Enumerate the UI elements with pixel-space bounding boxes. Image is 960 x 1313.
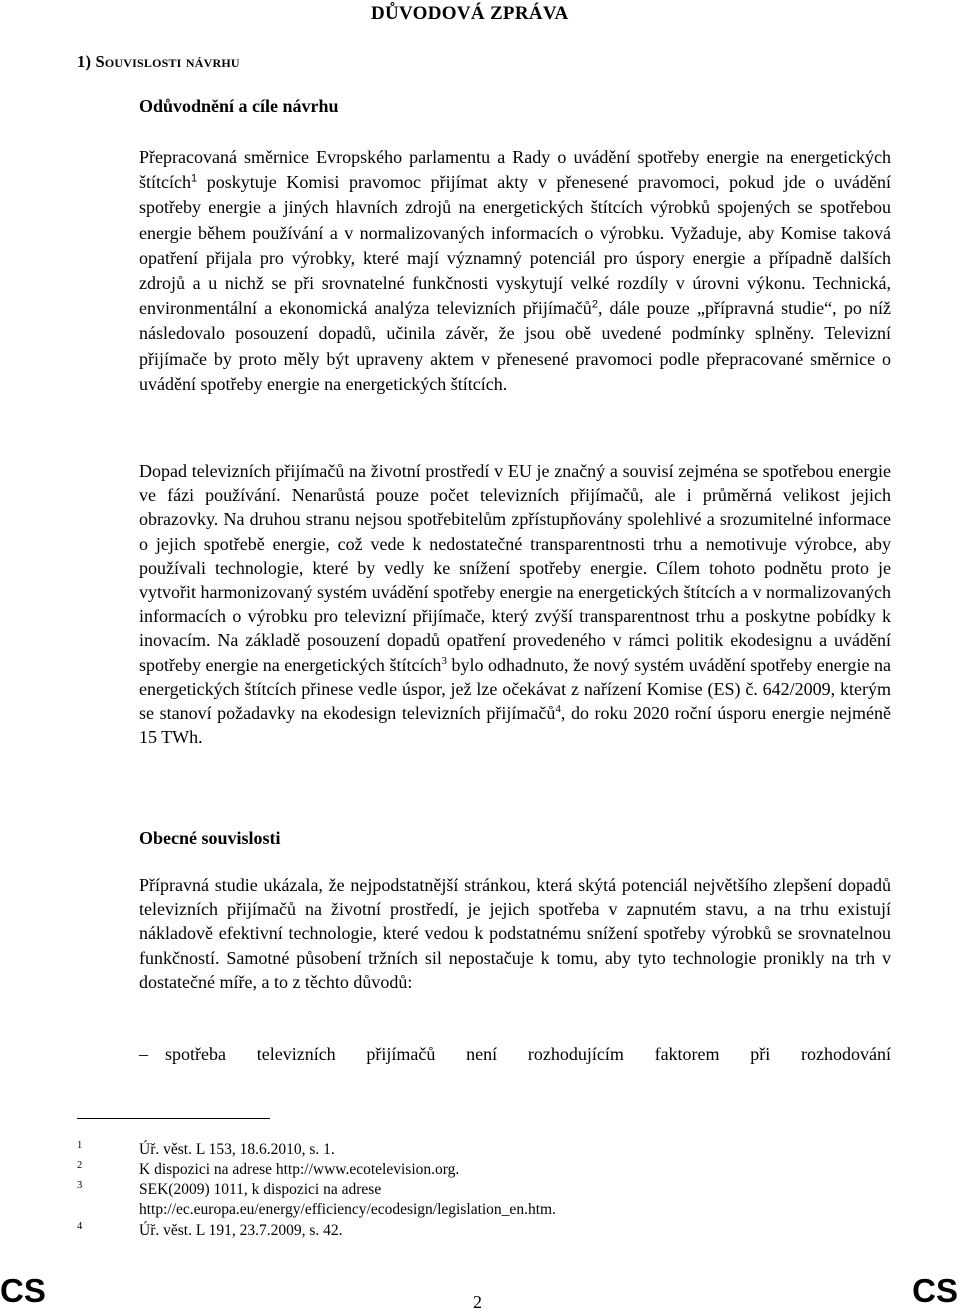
paragraph-1-part-c: Vyžaduje, aby Komise taková opatření přijala pro výrobky, které mají významný potenciál pro úspory energie a případně dalších zdrojů a u nichž se při srovnatelné funkčnosti vyskytují velké rozdíly v úrovni výkonu.	[139, 222, 891, 294]
paragraph-2-part-a: Dopad televizních přijímačů na životní prostředí v EU je značný a souvisí zejména se spotřebou energie ve fázi používání. Nenarůstá pouze počet televizních přijímačů, ale i průměrná velikost jejich obrazovky. Na druhou stranu nejsou spotřebitelům zpřístupňovány spolehlivé a srozumitelné informace o jejich spotřebě energie, což vede k nedostatečné transparentnosti trhu a nemotivuje výrobce, aby používali technologie, které by vedly ke snížení spotřeby energie. Cílem tohoto podnětu proto je vytvořit harmonizovaný systém uvádění spotřeby energie na energetických štítcích a v normalizovaných informacích o výrobku pro televizní přijímače, který zvýší transparentnost trhu a poskytne pobídky k inovacím. Na základě posouzení dopadů opatření provedeného v rámci politik ekodesignu a uvádění spotřeby energie na energetických štítcích	[139, 461, 891, 675]
paragraph-1	[139, 145, 891, 397]
footnote-number-3: 3	[77, 1180, 83, 1191]
section-title: Souvislosti návrhu	[95, 52, 240, 71]
document-title: DŮVODOVÁ ZPRÁVA	[371, 3, 569, 24]
footnote-ref-2: 2	[591, 298, 598, 311]
paragraph-1-part-a: Přepracovaná směrnice Evropského parlamentu a Rady o uvádění spotřeby energie na energetických štítcích	[139, 147, 891, 193]
footnote-separator	[77, 1118, 270, 1119]
footnote-number-2: 2	[77, 1160, 83, 1171]
footnote-ref-4: 4	[555, 703, 561, 716]
section-heading	[77, 52, 240, 72]
bullet-text: spotřeba televizních přijímačů není rozhodujícím faktorem při rozhodování	[165, 1044, 891, 1064]
footnote-number-1: 1	[77, 1140, 83, 1151]
footnote-number-4: 4	[77, 1221, 83, 1232]
section-number: 1)	[77, 52, 92, 71]
footnote-ref-1: 1	[191, 172, 198, 185]
footnote-text-4: Úř. věst. L 191, 23.7.2009, s. 42.	[139, 1222, 343, 1239]
dash-marker: –	[139, 1044, 148, 1064]
footnote-text-1: Úř. věst. L 153, 18.6.2010, s. 1.	[139, 1141, 335, 1158]
page-number: 2	[473, 1292, 482, 1312]
footer-language-right: CS	[912, 1272, 958, 1309]
footnote-text-3-url: http://ec.europa.eu/energy/efficiency/ecodesign/legislation_en.htm.	[139, 1201, 556, 1218]
footnote-ref-3: 3	[441, 654, 447, 667]
paragraph-1-part-e: , dále pouze „přípravná studie“, po níž následovalo posouzení dopadů, učinila závěr, že jsou obě uvedené podmínky splněny. Televizní přijímače by proto měly být upraveny aktem v přenesené pravomoci podle přepracované směrnice o uvádění spotřeby energie na energetických štítcích.	[139, 298, 892, 394]
paragraph-2	[139, 459, 891, 749]
paragraph-2-part-b: bylo odhadnuto, že nový systém uvádění spotřeby energie na energetických štítcích přinese vedle úspor, jež lze očekávat z nařízení Komise (ES) č. 642/2009, kterým se stanoví požadavky na ekodesign televizních přijímačů	[139, 654, 891, 724]
paragraph-1-part-b: poskytuje Komisi pravomoc přijímat akty v přenesené pravomoci, pokud jde o uvádění spotřeby energie a jiných hlavních zdrojů na energetických štítcích výrobků spojených se spotřebou energie během používání a v normalizovaných informacích o výrobku.	[139, 172, 891, 243]
paragraph-2-part-c: , do roku 2020 roční úsporu energie nejméně 15 TWh.	[139, 703, 891, 748]
paragraph-3: Přípravná studie ukázala, že nejpodstatnější stránkou, která skýtá potenciál největšího zlepšení dopadů televizních přijímačů na životní prostředí, je jejich spotřeba v zapnutém stavu, a na trhu existují nákladově efektivní technologie, které vedou k podstatnému snížení spotřeby výrobků se srovnatelnou funkčností. Samotné působení tržních sil nepostačuje k tomu, aby tyto technologie pronikly na trh v dostatečné míře, a to z těchto důvodů:	[139, 875, 891, 992]
footer-language-left: CS	[0, 1272, 46, 1309]
subheading-objectives: Odůvodnění a cíle návrhu	[139, 96, 339, 116]
subheading-general-context: Obecné souvislosti	[139, 828, 281, 848]
footnote-text-2: K dispozici na adrese http://www.ecotelevision.org.	[139, 1161, 460, 1178]
paragraph-1-part-d: Technická, environmentální a ekonomická analýza televizních přijímačů	[139, 273, 891, 319]
footnote-text-3: SEK(2009) 1011, k dispozici na adrese	[139, 1181, 382, 1198]
